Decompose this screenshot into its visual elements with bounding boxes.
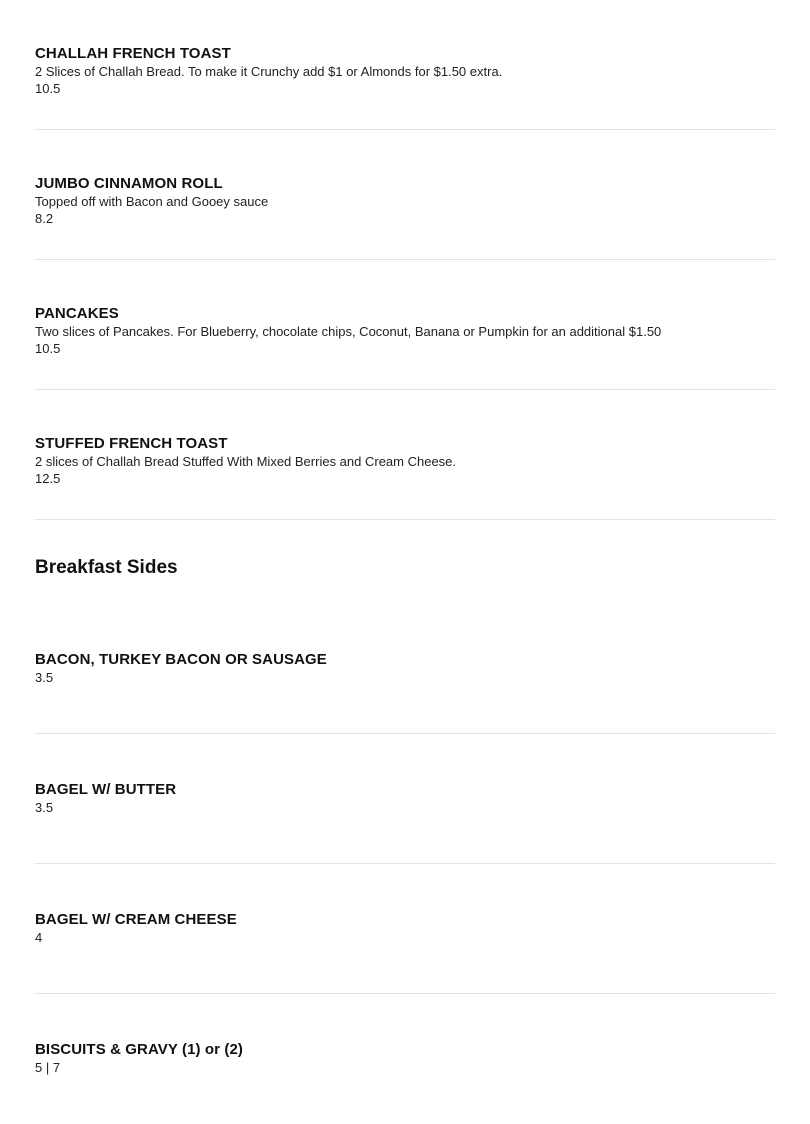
menu-item-price: 12.5 <box>35 471 61 486</box>
section-header-breakfast-sides <box>35 520 775 604</box>
menu-item-name: BACON, TURKEY BACON OR SAUSAGE <box>35 651 327 668</box>
menu-list <box>35 0 775 1124</box>
menu-item-price: 5 | 7 <box>35 1060 61 1075</box>
menu-item-price: 3.5 <box>35 670 54 685</box>
menu-item-jumbo-cinnamon-roll <box>35 130 775 260</box>
menu-item-name: BAGEL W/ BUTTER <box>35 781 177 798</box>
menu-item-pancakes <box>35 260 775 390</box>
menu-item-biscuits-gravy <box>35 994 775 1124</box>
menu-item-name: BISCUITS & GRAVY (1) or (2) <box>35 1041 243 1058</box>
menu-item-description: Topped off with Bacon and Gooey sauce <box>35 194 269 209</box>
menu-item-name: JUMBO CINNAMON ROLL <box>35 175 223 192</box>
menu-item-stuffed-french-toast <box>35 390 775 520</box>
menu-item-price: 10.5 <box>35 81 61 96</box>
menu-item-name: BAGEL W/ CREAM CHEESE <box>35 911 237 928</box>
menu-item-description: 2 Slices of Challah Bread. To make it Crunchy add $1 or Almonds for $1.50 extra. <box>35 64 503 79</box>
menu-item-price: 4 <box>35 930 43 945</box>
menu-item-price: 10.5 <box>35 341 61 356</box>
menu-item-bagel-cream-cheese <box>35 864 775 994</box>
menu-item-description: 2 slices of Challah Bread Stuffed With Mixed Berries and Cream Cheese. <box>35 454 457 469</box>
menu-item-bagel-butter <box>35 734 775 864</box>
menu-item-challah-french-toast <box>35 0 775 130</box>
section-title: Breakfast Sides <box>35 557 178 578</box>
menu-item-name: CHALLAH FRENCH TOAST <box>35 45 231 62</box>
menu-item-price: 8.2 <box>35 211 54 226</box>
menu-item-name: STUFFED FRENCH TOAST <box>35 435 228 452</box>
menu-item-description: Two slices of Pancakes. For Blueberry, chocolate chips, Coconut, Banana or Pumpkin for an additional $1.50 <box>35 324 662 339</box>
menu-item-bacon-turkey-bacon-sausage <box>35 604 775 734</box>
menu-item-price: 3.5 <box>35 800 54 815</box>
menu-item-name: PANCAKES <box>35 305 119 322</box>
